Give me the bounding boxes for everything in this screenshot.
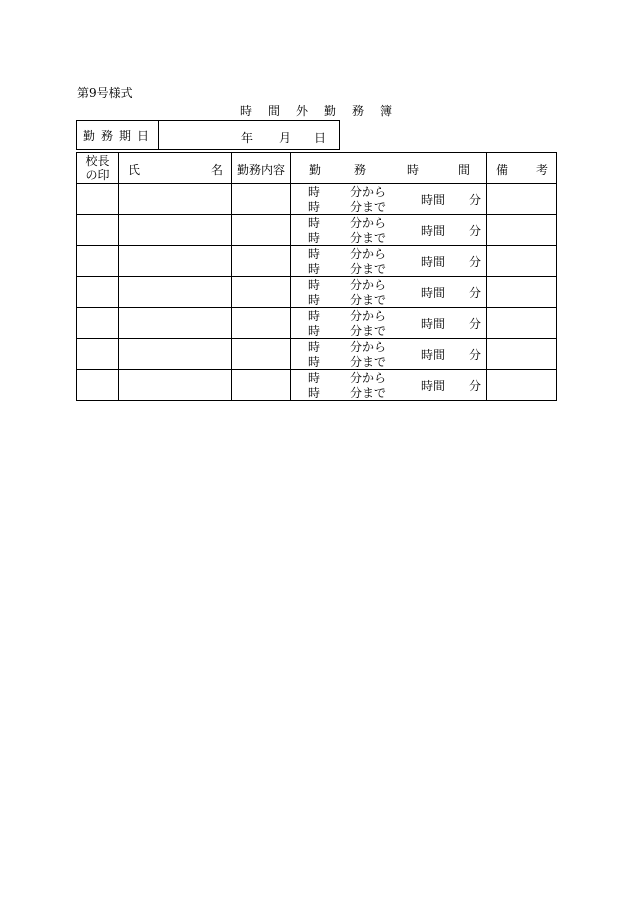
from-minute: 分から — [350, 371, 387, 385]
total-hours: 時間 — [421, 193, 446, 207]
from-hour: 時 — [308, 247, 321, 261]
table-row — [77, 308, 557, 339]
name-cell[interactable] — [119, 339, 232, 370]
from-minute: 分から — [350, 185, 387, 199]
total-hours: 時間 — [421, 379, 446, 393]
to-minute: 分まで — [350, 386, 387, 400]
total-hours: 時間 — [421, 317, 446, 331]
from-hour: 時 — [308, 278, 321, 292]
from-minute: 分から — [350, 278, 387, 292]
to-hour: 時 — [308, 200, 321, 214]
table-row — [77, 215, 557, 246]
to-hour: 時 — [308, 386, 321, 400]
principal-seal-cell[interactable] — [77, 184, 119, 215]
from-hour: 時 — [308, 185, 321, 199]
remarks-cell[interactable] — [487, 184, 557, 215]
total-hours: 時間 — [421, 286, 446, 300]
principal-seal-cell[interactable] — [77, 215, 119, 246]
work-time-header: 勤 務 時 間 — [291, 153, 487, 184]
work-date-field[interactable] — [159, 121, 339, 149]
work-time-cell[interactable] — [291, 370, 487, 401]
to-minute: 分まで — [350, 262, 387, 276]
name-header: 氏 名 — [119, 153, 232, 184]
table-row — [77, 277, 557, 308]
total-minutes: 分 — [469, 224, 482, 238]
total-hours: 時間 — [421, 255, 446, 269]
work-content-cell[interactable] — [232, 215, 291, 246]
to-hour: 時 — [308, 262, 321, 276]
work-content-header: 勤務内容 — [232, 153, 291, 184]
work-date-box — [76, 120, 340, 150]
total-minutes: 分 — [469, 379, 482, 393]
work-content-cell[interactable] — [232, 246, 291, 277]
to-minute: 分まで — [350, 231, 387, 245]
table-row — [77, 246, 557, 277]
remarks-cell[interactable] — [487, 308, 557, 339]
work-time-cell[interactable] — [291, 339, 487, 370]
name-cell[interactable] — [119, 277, 232, 308]
from-minute: 分から — [350, 340, 387, 354]
to-minute: 分まで — [350, 324, 387, 338]
work-date-label: 勤務期日 — [77, 121, 159, 149]
overtime-ledger-table — [76, 152, 557, 401]
work-time-cell[interactable] — [291, 246, 487, 277]
total-hours: 時間 — [421, 348, 446, 362]
from-minute: 分から — [350, 216, 387, 230]
total-hours: 時間 — [421, 224, 446, 238]
total-minutes: 分 — [469, 193, 482, 207]
to-minute: 分まで — [350, 200, 387, 214]
name-cell[interactable] — [119, 246, 232, 277]
day-unit: 日 — [314, 131, 327, 145]
total-minutes: 分 — [469, 255, 482, 269]
remarks-cell[interactable] — [487, 339, 557, 370]
table-row — [77, 184, 557, 215]
table-row — [77, 339, 557, 370]
work-time-cell[interactable] — [291, 277, 487, 308]
name-cell[interactable] — [119, 184, 232, 215]
ledger-body — [77, 184, 557, 401]
from-hour: 時 — [308, 371, 321, 385]
remarks-cell[interactable] — [487, 246, 557, 277]
work-time-cell[interactable] — [291, 184, 487, 215]
work-content-cell[interactable] — [232, 308, 291, 339]
month-unit: 月 — [279, 131, 292, 145]
to-hour: 時 — [308, 231, 321, 245]
work-content-cell[interactable] — [232, 339, 291, 370]
from-hour: 時 — [308, 216, 321, 230]
principal-seal-cell[interactable] — [77, 308, 119, 339]
principal-seal-header: 校長 の印 — [77, 153, 119, 184]
remarks-cell[interactable] — [487, 215, 557, 246]
name-cell[interactable] — [119, 308, 232, 339]
form-number: 第9号様式 — [77, 86, 133, 100]
remarks-cell[interactable] — [487, 370, 557, 401]
total-minutes: 分 — [469, 317, 482, 331]
to-hour: 時 — [308, 293, 321, 307]
to-minute: 分まで — [350, 355, 387, 369]
document-title: 時間外勤務簿 — [240, 104, 409, 118]
total-minutes: 分 — [469, 348, 482, 362]
work-content-cell[interactable] — [232, 277, 291, 308]
principal-seal-cell[interactable] — [77, 339, 119, 370]
table-row — [77, 370, 557, 401]
from-minute: 分から — [350, 309, 387, 323]
remarks-cell[interactable] — [487, 277, 557, 308]
work-time-cell[interactable] — [291, 308, 487, 339]
to-hour: 時 — [308, 355, 321, 369]
total-minutes: 分 — [469, 286, 482, 300]
work-content-cell[interactable] — [232, 184, 291, 215]
work-content-cell[interactable] — [232, 370, 291, 401]
header-row — [77, 153, 557, 184]
to-hour: 時 — [308, 324, 321, 338]
from-minute: 分から — [350, 247, 387, 261]
name-cell[interactable] — [119, 215, 232, 246]
principal-seal-cell[interactable] — [77, 246, 119, 277]
year-unit: 年 — [241, 131, 254, 145]
principal-seal-cell[interactable] — [77, 277, 119, 308]
to-minute: 分まで — [350, 293, 387, 307]
remarks-header: 備 考 — [487, 153, 557, 184]
from-hour: 時 — [308, 309, 321, 323]
name-cell[interactable] — [119, 370, 232, 401]
work-time-cell[interactable] — [291, 215, 487, 246]
from-hour: 時 — [308, 340, 321, 354]
principal-seal-cell[interactable] — [77, 370, 119, 401]
